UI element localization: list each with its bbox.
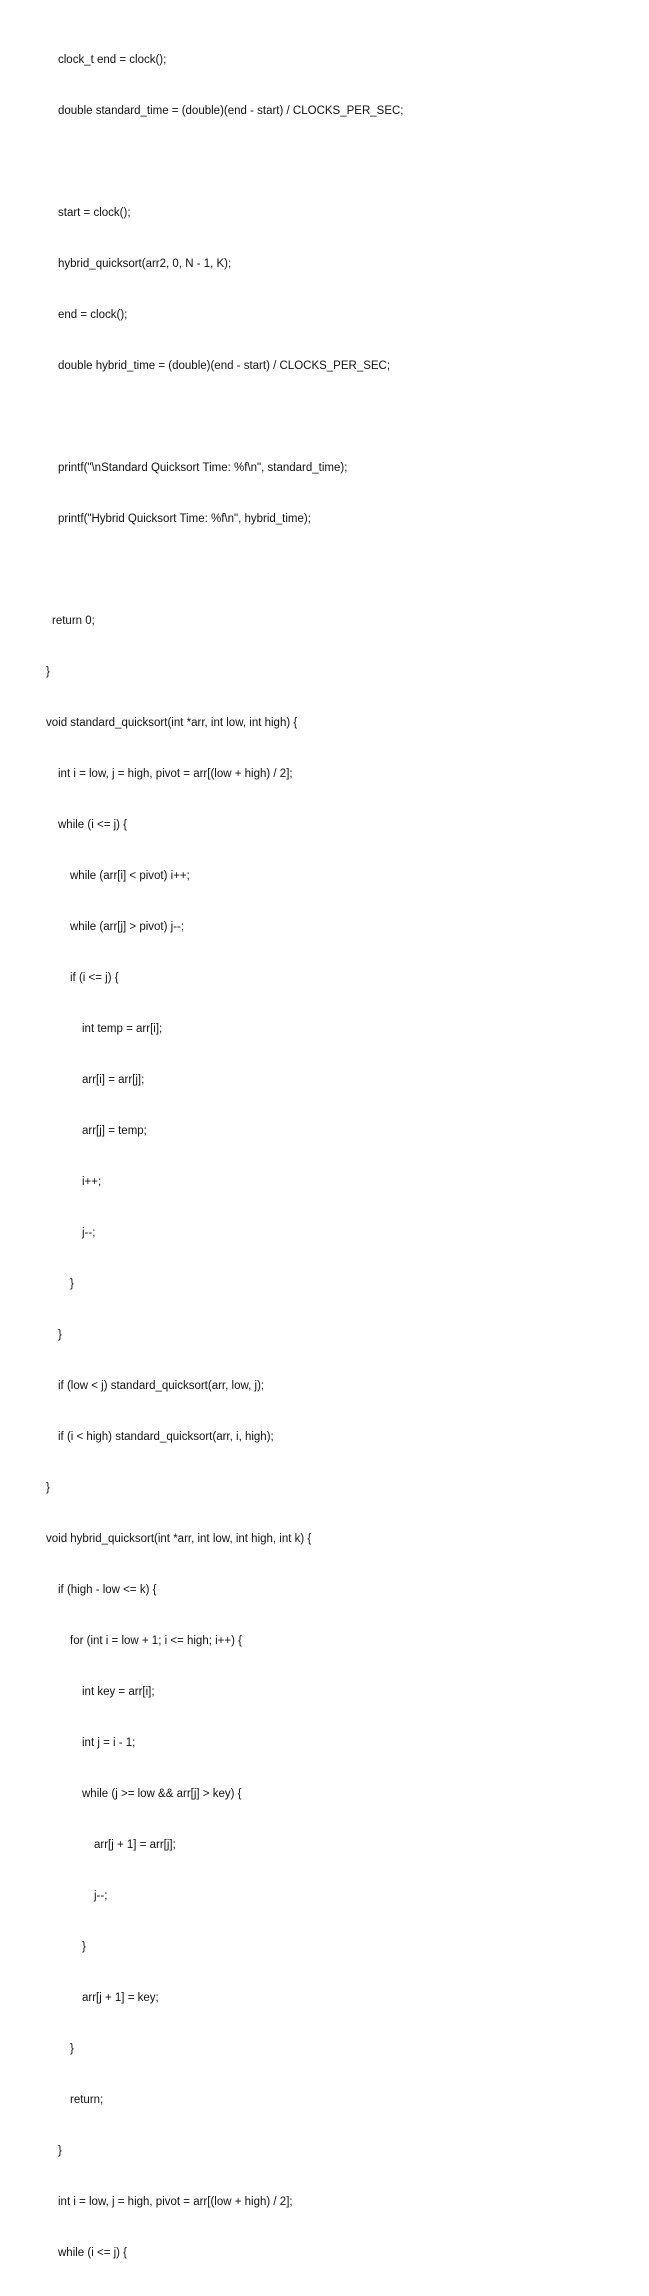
code-line: } xyxy=(58,2145,62,2157)
code-line: while (i <= j) { xyxy=(58,819,128,831)
code-line: while (j >= low && arr[j] > key) { xyxy=(82,1788,242,1800)
code-line: int key = arr[i]; xyxy=(82,1686,155,1698)
code-line: start = clock(); xyxy=(58,207,131,219)
code-line: } xyxy=(82,1941,86,1953)
code-line: } xyxy=(58,1329,62,1341)
code-line: double standard_time = (double)(end - start) / CLOCKS_PER_SEC; xyxy=(58,105,404,117)
code-line: j--; xyxy=(94,1890,108,1902)
code-line: printf("Hybrid Quicksort Time: %f\n", hybrid_time); xyxy=(58,513,311,525)
code-line: while (i <= j) { xyxy=(58,2247,128,2259)
blank-line xyxy=(46,562,404,579)
code-line: hybrid_quicksort(arr2, 0, N - 1, K); xyxy=(58,258,232,270)
code-line: arr[i] = arr[j]; xyxy=(82,1074,145,1086)
code-line: end = clock(); xyxy=(58,309,128,321)
code-line: void hybrid_quicksort(int *arr, int low, int high, int k) { xyxy=(46,1533,312,1545)
code-line: arr[j + 1] = key; xyxy=(82,1992,159,2004)
code-line: for (int i = low + 1; i <= high; i++) { xyxy=(70,1635,242,1647)
code-line: arr[j + 1] = arr[j]; xyxy=(94,1839,176,1851)
code-line: void standard_quicksort(int *arr, int low, int high) { xyxy=(46,717,298,729)
code-line: while (arr[j] > pivot) j--; xyxy=(70,921,185,933)
code-line: while (arr[i] < pivot) i++; xyxy=(70,870,190,882)
code-line: double hybrid_time = (double)(end - start) / CLOCKS_PER_SEC; xyxy=(58,360,391,372)
code-line: return 0; xyxy=(52,615,95,627)
code-line: clock_t end = clock(); xyxy=(58,54,167,66)
code-block xyxy=(46,18,404,2296)
code-line: printf("\nStandard Quicksort Time: %f\n", standard_time); xyxy=(58,462,348,474)
code-line: } xyxy=(70,2043,74,2055)
code-line: } xyxy=(46,1482,50,1494)
code-line: if (high - low <= k) { xyxy=(58,1584,157,1596)
blank-line xyxy=(46,409,404,426)
code-line: int i = low, j = high, pivot = arr[(low + high) / 2]; xyxy=(58,768,293,780)
code-line: if (low < j) standard_quicksort(arr, low, j); xyxy=(58,1380,265,1392)
code-line: } xyxy=(46,666,50,678)
code-line: int i = low, j = high, pivot = arr[(low + high) / 2]; xyxy=(58,2196,293,2208)
code-line: int temp = arr[i]; xyxy=(82,1023,163,1035)
code-line: if (i <= j) { xyxy=(70,972,119,984)
code-line: } xyxy=(70,1278,74,1290)
code-line: i++; xyxy=(82,1176,102,1188)
code-line: j--; xyxy=(82,1227,96,1239)
code-line: int j = i - 1; xyxy=(82,1737,136,1749)
blank-line xyxy=(46,154,404,171)
code-line: arr[j] = temp; xyxy=(82,1125,147,1137)
code-line: return; xyxy=(70,2094,104,2106)
code-line: if (i < high) standard_quicksort(arr, i, high); xyxy=(58,1431,274,1443)
